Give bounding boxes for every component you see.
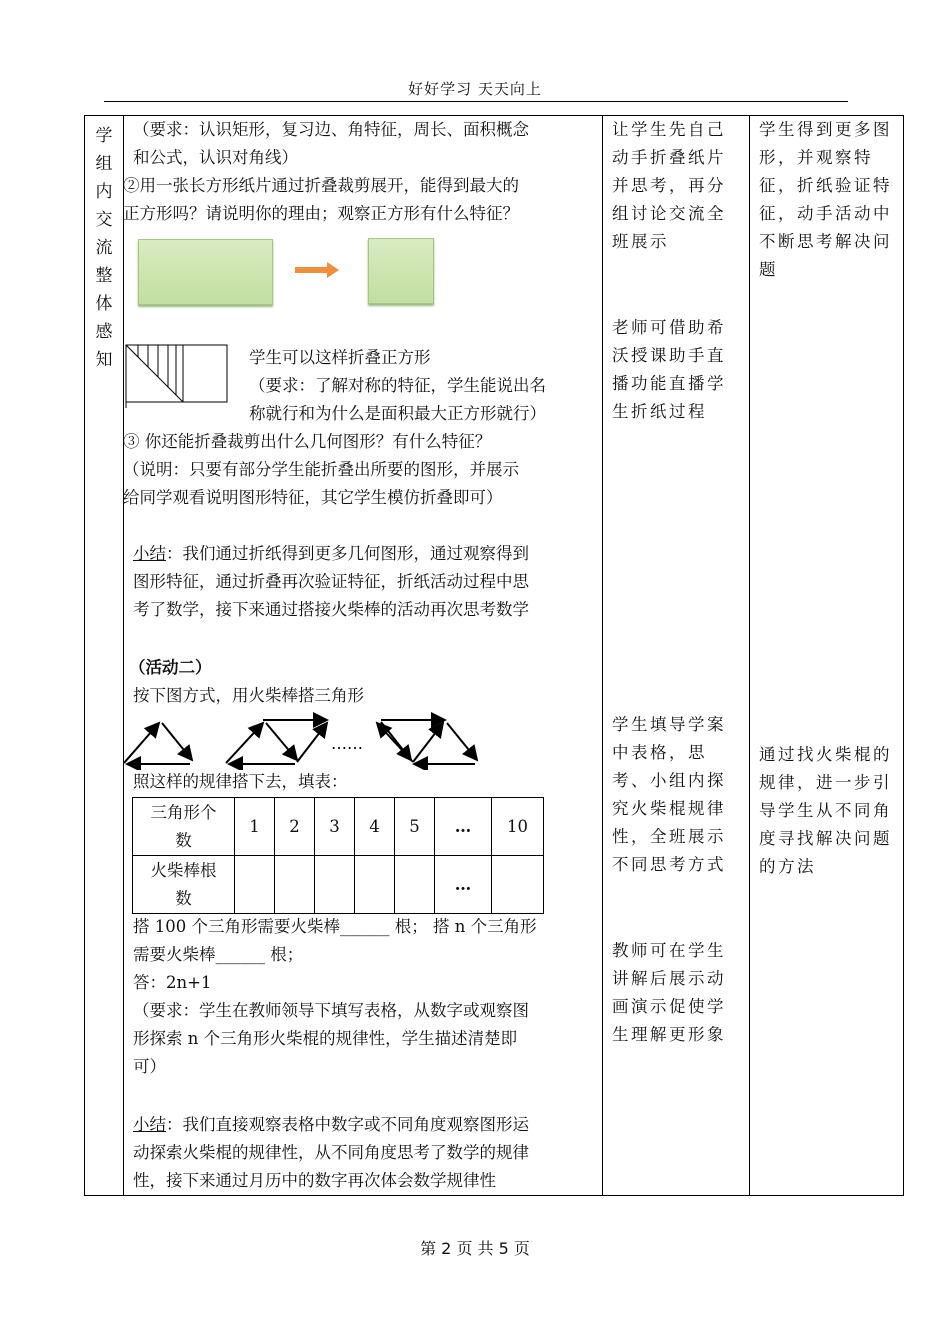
page-header: 好好学习 天天向上 <box>408 80 542 98</box>
design-intent-line: 征，折纸验证特 <box>759 176 892 195</box>
fill-question: 搭 100 个三角形需要火柴棒______ 根； 搭 n 个三角形 <box>133 917 537 936</box>
requirement-text: （要求：学生在教师领导下填写表格，从数字或观察图 <box>133 1001 529 1020</box>
teacher-activity-line: 班展示 <box>612 232 669 251</box>
design-intent-2 <box>759 741 892 881</box>
teacher-activity-line: 沃授课助手直 <box>612 346 726 365</box>
table-cell-empty <box>355 856 395 914</box>
summary-text: ：我们通过折纸得到更多几何图形，通过观察得到 <box>166 544 529 563</box>
stage-label-char: 体 <box>95 294 113 314</box>
design-intent-line: 题 <box>759 260 778 279</box>
summary-text: 性，接下来通过月历中的数字再次体会数学规律性 <box>133 1171 496 1190</box>
summary-text: 动探索火柴棍的规律性，从不同角度思考了数学的规律 <box>133 1143 529 1162</box>
activity-2-description: 按下图方式，用火柴棒搭三角形 <box>133 686 364 705</box>
teacher-activity-line: 生理解更形象 <box>612 1025 726 1044</box>
teacher-activity-line: 动手折叠纸片 <box>612 148 726 167</box>
stage-label-char: 学 <box>95 126 113 146</box>
design-intent-line: 不断思考解决问 <box>759 232 892 251</box>
table-cell: 10 <box>492 798 544 856</box>
summary-1 <box>133 540 529 568</box>
table-cell: … <box>435 798 492 856</box>
teacher-activity-line: 究火柴棍规律 <box>612 799 726 818</box>
activity-2-heading: （活动二） <box>129 658 212 677</box>
rectangle-paper-image <box>138 239 273 305</box>
table-header-cell <box>133 856 235 914</box>
fill-question: 需要火柴棒______ 根； <box>133 945 304 964</box>
table-cell: 4 <box>355 798 395 856</box>
teacher-activity-4 <box>612 937 726 1049</box>
teacher-activity-1 <box>612 116 726 256</box>
note-text: （说明：只要有部分学生能折叠出所要的图形，并展示 <box>123 460 519 479</box>
design-intent-line: 度寻找解决问题 <box>759 829 892 848</box>
folded-paper-diagram <box>125 342 229 408</box>
stage-label-char: 知 <box>95 350 113 370</box>
table-row <box>133 798 544 856</box>
design-intent-line: 规律，进一步引 <box>759 773 892 792</box>
square-paper-image <box>368 238 434 304</box>
table-cell: 2 <box>275 798 315 856</box>
summary-2 <box>133 1111 529 1139</box>
design-intent-line: 形，并观察特 <box>759 148 873 167</box>
table-cell-empty <box>275 856 315 914</box>
column-divider <box>749 116 750 1195</box>
question-3: ③ 你还能折叠裁剪出什么几何图形？有什么特征？ <box>123 432 492 451</box>
fold-caption: 学生可以这样折叠正方形 <box>249 348 431 367</box>
teacher-activity-line: 老师可借助希 <box>612 318 726 337</box>
stage-label-char: 整 <box>95 266 113 286</box>
stage-label-char: 感 <box>95 322 113 342</box>
table-cell: 3 <box>315 798 355 856</box>
summary-text: 图形特征，通过折叠再次验证特征，折纸活动过程中思 <box>133 572 529 591</box>
teacher-activity-line: 学生填导学案 <box>612 715 726 734</box>
requirement-text: （要求：认识矩形，复习边、角特征，周长、面积概念 <box>133 120 529 139</box>
teacher-activity-line: 播功能直播学 <box>612 374 726 393</box>
question-2: ②用一张长方形纸片通过折叠裁剪展开，能得到最大的 <box>123 176 519 195</box>
table-cell: 5 <box>395 798 435 856</box>
requirement-text: 称就行和为什么是面积最大正方形就行） <box>249 404 546 423</box>
page-footer: 第 2 页 共 5 页 <box>420 1239 530 1258</box>
teacher-activity-2 <box>612 314 726 426</box>
teacher-activity-line: 不同思考方式 <box>612 855 726 874</box>
teacher-activity-line: 性，全班展示 <box>612 827 726 846</box>
fill-table-instruction: 照这样的规律搭下去，填表： <box>133 772 348 791</box>
column-divider <box>123 116 124 1195</box>
teacher-activity-line: 讲解后展示动 <box>612 969 726 988</box>
design-intent-line: 通过找火柴棍的 <box>759 745 892 764</box>
stage-label-char: 组 <box>95 154 113 174</box>
teacher-activity-line: 并思考，再分 <box>612 176 726 195</box>
matchstick-triangles-diagram <box>121 710 501 770</box>
teacher-activity-line: 生折纸过程 <box>612 402 707 421</box>
teacher-activity-line: 让学生先自己 <box>612 120 726 139</box>
teacher-activity-line: 画演示促使学 <box>612 997 726 1016</box>
teacher-activity-line: 组讨论交流全 <box>612 204 726 223</box>
design-intent-line: 的方法 <box>759 857 816 876</box>
matchstick-table <box>132 797 544 914</box>
summary-label: 小结 <box>133 1115 166 1134</box>
summary-text: 考了数学，接下来通过搭接火柴棒的活动再次思考数学 <box>133 600 529 619</box>
requirement-text: （要求：了解对称的特征，学生能说出名 <box>249 376 546 395</box>
header-divider <box>104 101 848 102</box>
stage-label <box>85 122 123 374</box>
table-cell-empty <box>235 856 275 914</box>
question-2: 正方形吗？请说明你的理由；观察正方形有什么特征？ <box>123 204 519 223</box>
stage-label-char: 交 <box>95 210 113 230</box>
table-cell-empty <box>492 856 544 914</box>
requirement-text: 和公式，认识对角线） <box>133 148 298 167</box>
table-row <box>133 856 544 914</box>
teacher-activity-3 <box>612 711 726 879</box>
note-text: 给同学观看说明图形特征，其它学生模仿折叠即可） <box>123 488 503 507</box>
teacher-activity-line: 考、小组内探 <box>612 771 726 790</box>
table-cell-empty <box>315 856 355 914</box>
stage-label-char: 流 <box>95 238 113 258</box>
design-intent-line: 学生得到更多图 <box>759 120 892 139</box>
summary-label: 小结 <box>133 544 166 563</box>
ellipsis-text: …… <box>331 734 363 753</box>
column-divider <box>602 116 603 1195</box>
requirement-text: 形探索 n 个三角形火柴棍的规律性，学生描述清楚即 <box>133 1029 518 1048</box>
cell-text: 三角形个 <box>150 802 217 822</box>
design-intent-1 <box>759 116 892 284</box>
design-intent-line: 征，动手活动中 <box>759 204 892 223</box>
table-header-cell <box>133 798 235 856</box>
arrow-right-icon <box>295 262 345 278</box>
answer-text: 答：2n+1 <box>133 973 212 992</box>
table-cell-empty <box>395 856 435 914</box>
cell-text: 火柴棒根 <box>150 860 217 880</box>
cell-text: 数 <box>175 830 192 850</box>
design-intent-line: 导学生从不同角 <box>759 801 892 820</box>
table-cell: 1 <box>235 798 275 856</box>
lesson-table <box>84 115 904 1196</box>
cell-text: 数 <box>175 888 192 908</box>
summary-text: ：我们直接观察表格中数字或不同角度观察图形运 <box>166 1115 529 1134</box>
teacher-activity-line: 中表格，思 <box>612 743 707 762</box>
stage-label-char: 内 <box>95 182 113 202</box>
teacher-activity-line: 教师可在学生 <box>612 941 726 960</box>
table-cell: … <box>435 856 492 914</box>
requirement-text: 可） <box>133 1057 166 1076</box>
